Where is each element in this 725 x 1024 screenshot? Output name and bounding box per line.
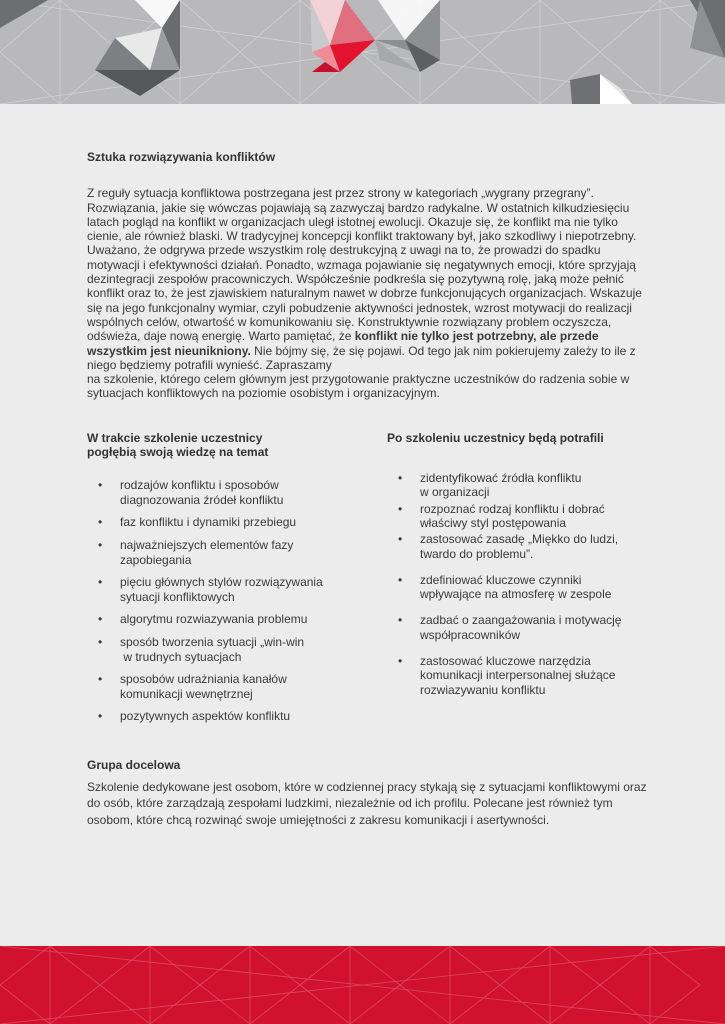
left-heading-line2: pogłębią swoją wiedzę na temat [87,445,269,460]
header-decorative-band [0,0,725,104]
left-bullet-list [87,478,387,723]
list-item-line: zapobiegania [120,552,192,567]
list-item [387,613,647,642]
list-item-line: właściwy styl postępowania [420,515,567,530]
list-item-line: twardo do problemu”. [420,546,534,561]
intro-after-bold: Nie bójmy się, że się pojawi. Od tego jak nim pokierujemy zależy to ile z niego będziemy potrafili wynieść. Zapraszamy [87,343,636,372]
list-item [387,471,647,500]
list-item-line: algorytmu rozwiazywania problemu [120,612,308,627]
list-item [87,575,387,604]
list-item [387,502,647,531]
right-column [387,431,647,732]
list-item-line: zastosować zasadę „Miękko do ludzi, [420,532,619,547]
list-item [87,612,387,626]
footer-decorative-band [0,946,725,1024]
intro-bold: konflikt nie tylko jest potrzebny, ale przede wszystkim jest nieunikniony. [87,329,599,358]
list-item [87,478,387,507]
list-item [387,532,647,561]
right-column-heading: Po szkoleniu uczestnicy będą potrafili [387,430,604,445]
list-item [387,654,647,697]
right-bullet-list [387,471,647,697]
list-item [87,709,387,723]
list-item [87,635,387,664]
list-item-line: faz konfliktu i dynamiki przebiegu [120,515,297,530]
list-item-line: pozytywnych aspektów konfliktu [120,709,291,724]
page-title: Sztuka rozwiązywania konfliktów [87,150,276,164]
intro-before-bold: Z reguły sytuacja konfliktowa postrzegana jest przez strony w kategoriach „wygrany przegrany”. Rozwiązania, jakie się wówczas pojawiają są zazwyczaj bardzo radykalne. W ostatnich kilkudziesięciu latach pogląd na konflikt w organizacjach uległ istotnej ewolucji. Okazuje się, że konflikt ma nie tylko cienie, ale również blaski. W tradycyjnej koncepcji konflikt traktowany był, jako szkodliwy i niepotrzebny. Uważano, że odgrywa przede wszystkim rolę destrukcyjną z uwagi na to, że prowadzi do spadku motywacji i efektywności działań. Ponadto, wzmaga pojawianie się negatywnych emocji, które sprzyjają dezintegracji zespołów pracowniczych. Współcześnie podkreśla się pozytywną rolę, jaką może pełnić konflikt oraz to, że jest zjawiskiem naturalnym nawet w dobrze funkcjonujących organizacjach. Wskazuje się na jego funkcjonalny wymiar, czyli pobudzenie aktywności jednostek, wzrost motywacji do realizacji wspólnych celów, otwartość w komunikowaniu się. Konstruktywnie rozwiązany problem oczyszcza, odświeża, daje nową energię. Warto pamiętać, że [87,186,642,344]
target-group-text: Szkolenie dedykowane jest osobom, które w codziennej pracy stykają się z sytuacjami konfliktowymi oraz do osób, które zarządzają zespołami ludzkimi, niezależnie od ich profilu. Polecane jest również tym osobom, które chcą rozwinąć swoje umiejętności z zakresu komunikacji i asertywności. [87,779,647,827]
two-column-lists [87,431,647,732]
header-triangle-pattern [0,0,725,104]
list-item-line: rozpoznać rodzaj konfliktu i dobrać [420,501,605,516]
list-item-line: w trudnych sytuacjach [123,649,242,664]
list-item-line: diagnozowania źródeł konfliktu [120,492,284,507]
intro-paragraph [87,186,647,400]
list-item-line: współpracowników [420,627,521,642]
list-item-line: zidentyfikować źródła konfliktu [420,471,582,486]
list-item [87,538,387,567]
list-item-line: pięciu głównych stylów rozwiązywania [120,575,323,590]
list-item-line: sytuacji konfliktowych [120,589,235,604]
intro-text [87,186,647,372]
list-item-line: sposób tworzenia sytuacji „win-win [120,635,305,650]
list-item-line: sposobów udrażniania kanałów [120,672,287,687]
list-item-line: rozwiazywaniu konfliktu [420,682,546,697]
list-item [87,672,387,701]
list-item-line: rodzajów konfliktu i sposobów [120,478,279,493]
list-item-line: w organizacji [420,485,490,500]
left-heading-line1: W trakcie szkolenie uczestnicy [87,430,263,445]
list-item-line: zastosować kluczowe narzędzia [420,654,591,669]
list-item [87,515,387,529]
list-item-line: wpływające na atmosferę w zespole [420,587,612,602]
footer-triangle-pattern [0,946,725,1024]
list-item-line: komunikacji wewnętrznej [120,686,253,701]
list-item [387,573,647,602]
target-group-heading: Grupa docelowa [87,758,181,773]
left-column-heading [87,431,387,460]
list-item-line: zadbać o zaangażowania i motywację [420,613,622,628]
main-content [87,150,647,828]
list-item-line: zdefiniować kluczowe czynniki [420,572,582,587]
intro-last-line: na szkolenie, którego celem głównym jest przygotowanie praktyczne uczestników do radzenia sobie w sytuacjach konfliktowych na poziomie osobistym i organizacyjnym. [87,372,630,401]
left-column [87,431,387,732]
list-item-line: komunikacji interpersonalnej służące [420,668,616,683]
list-item-line: najważniejszych elementów fazy [120,538,294,553]
